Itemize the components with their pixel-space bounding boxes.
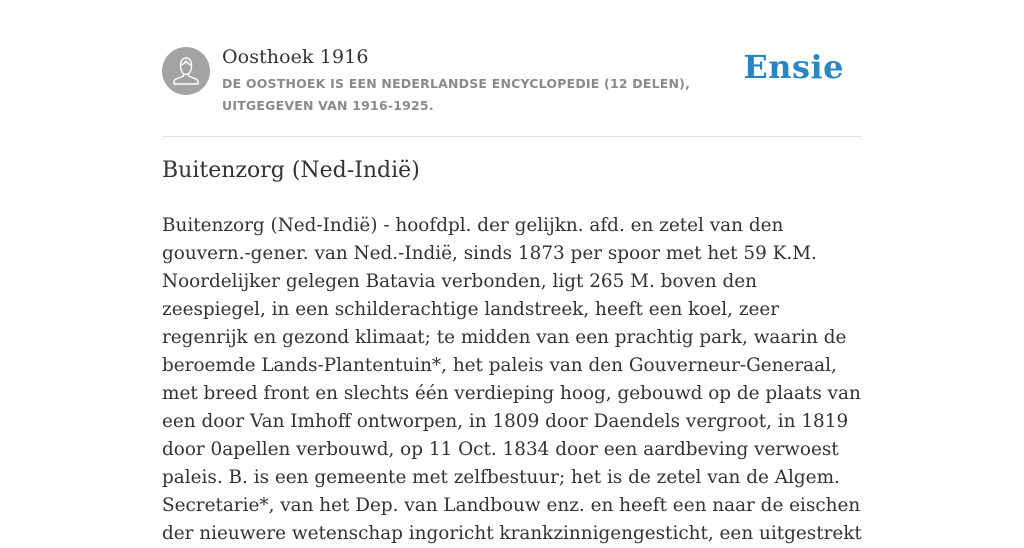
ensie-logo[interactable]: Ensie [743,48,844,86]
source-description: DE OOSTHOEK IS EEN NEDERLANDSE ENCYCLOPEDIE (12 DELEN), UITGEGEVEN VAN 1916-1925. [222,76,691,113]
source-header [162,44,862,137]
article-body: Buitenzorg (Ned-Indië) - hoofdpl. der gelijkn. afd. en zetel van den gouvern.-gener. van Ned.-Indië, sinds 1873 per spoor met het 59 K.M. Noordelijker gelegen Batavia verbonden, ligt 265 M. boven den zeespiegel, in een schilderachtige landstreek, heeft een koel, zeer regenrijk en gezond klimaat; te midden van een prachtig park, waarin de beroemde Lands-Plantentuin*, het paleis van den Gouverneur-Generaal, met breed front en slechts één verdieping hoog, gebouwd op de plaats van een door Van Imhoff ontworpen, in 1809 door Daendels vergroot, in 1819 door 0apellen verbouwd, op 11 Oct. 1834 door een aardbeving verwoest paleis. B. is een gemeente met zelfbestuur; het is de zetel van de Algem. Secretarie*, van het Dep. van Landbouw enz. en heeft een naar de eischen der nieuwere wetenschap ingoricht krankzinnigengesticht, een uitgestrekt [162,215,862,544]
article-title: Buitenzorg (Ned-Indië) [162,158,420,183]
source-name[interactable]: Oosthoek 1916 [222,46,369,68]
user-silhouette-icon [162,47,210,95]
source-avatar[interactable] [162,47,210,95]
